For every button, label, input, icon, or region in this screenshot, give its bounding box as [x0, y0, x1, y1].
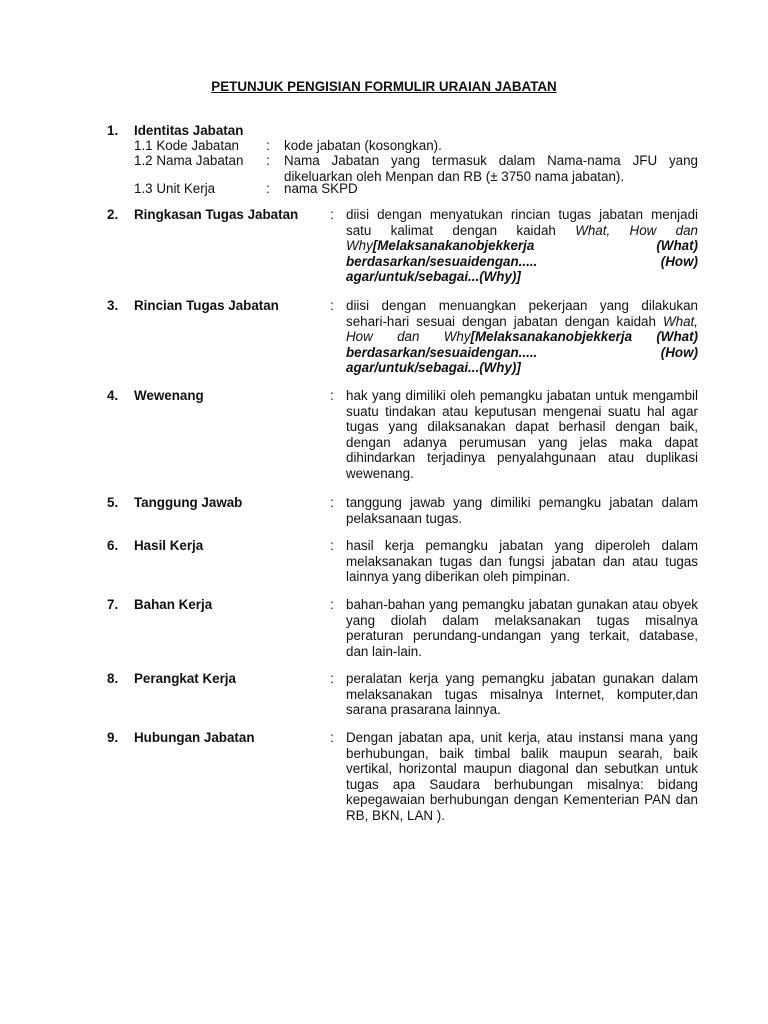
colon: :: [330, 298, 334, 313]
item-number-1: 1.: [107, 123, 119, 138]
sub-label-kode-jabatan: 1.1 Kode Jabatan: [134, 138, 239, 153]
item-label-rincian-tugas: Rincian Tugas Jabatan: [134, 298, 279, 313]
bold-italic-text: [Melaksanakanobjekkerja (What) berdasarkan/sesuaidengan..... (How) agar/untuk/sebagai...(Why)]: [346, 238, 698, 284]
italic-text: What, How dan Why: [346, 313, 698, 344]
item-number-9: 9.: [107, 730, 119, 745]
item-number-2: 2.: [107, 207, 119, 222]
item-number-4: 4.: [107, 388, 119, 403]
bold-italic-text: [Melaksanakanobjekkerja (What) berdasarkan/sesuaidengan..... (How) agar/untuk/sebagai...(Why)]: [346, 329, 698, 375]
item-text-tanggung-jawab: tanggung jawab yang dimiliki pemangku jabatan dalam pelaksanaan tugas.: [346, 495, 698, 526]
colon: :: [330, 207, 334, 222]
colon: :: [330, 730, 334, 745]
colon: :: [330, 495, 334, 510]
sub-text-kode-jabatan: kode jabatan (kosongkan).: [284, 138, 442, 153]
sub-text-unit-kerja: nama SKPD: [284, 181, 358, 196]
colon: :: [266, 153, 270, 168]
colon: :: [266, 181, 270, 196]
item-label-wewenang: Wewenang: [134, 388, 204, 403]
colon: :: [330, 671, 334, 686]
sub-label-nama-jabatan: 1.2 Nama Jabatan: [134, 153, 244, 168]
colon: :: [330, 597, 334, 612]
item-number-7: 7.: [107, 597, 119, 612]
item-label-ringkasan-tugas: Ringkasan Tugas Jabatan: [134, 207, 299, 222]
italic-text: What, How dan Why: [346, 222, 698, 253]
document-title: PETUNJUK PENGISIAN FORMULIR URAIAN JABATAN: [211, 79, 557, 94]
item-text-hasil-kerja: hasil kerja pemangku jabatan yang diperoleh dalam melaksanakan tugas dan fungsi jabatan dan atau tugas lainnya yang diberikan oleh pimpinan.: [346, 538, 698, 584]
sub-label-unit-kerja: 1.3 Unit Kerja: [134, 181, 216, 196]
item-label-tanggung-jawab: Tanggung Jawab: [134, 495, 243, 510]
sub-text-nama-jabatan: Nama Jabatan yang termasuk dalam Nama-nama JFU yang dikeluarkan oleh Menpan dan RB (± 3750 nama jabatan).: [284, 153, 698, 184]
plain-text: diisi dengan menyatukan rincian tugas jabatan menjadi satu kalimat dengan kaidah: [346, 207, 698, 238]
item-label-perangkat-kerja: Perangkat Kerja: [134, 671, 236, 686]
colon: :: [266, 138, 270, 153]
item-text-rincian-tugas: [346, 298, 698, 376]
item-text-wewenang: hak yang dimiliki oleh pemangku jabatan untuk mengambil suatu tindakan atau keputusan mengenai suatu hal agar tugas yang dilaksanakan dapat berhasil dengan baik, dengan adanya perumusan yang jelas maka dapat dihindarkan terjadinya penyalahgunaan atau duplikasi wewenang.: [346, 388, 698, 481]
item-number-6: 6.: [107, 538, 119, 553]
item-text-bahan-kerja: bahan-bahan yang pemangku jabatan gunakan atau obyek yang diolah dalam melaksanakan tugas misalnya peraturan perundang-undangan yang terkait, database, dan lain-lain.: [346, 597, 698, 659]
item-text-ringkasan-tugas: [346, 207, 698, 285]
item-number-5: 5.: [107, 495, 119, 510]
item-number-3: 3.: [107, 298, 119, 313]
item-text-perangkat-kerja: peralatan kerja yang pemangku jabatan gunakan dalam melaksanakan tugas misalnya Internet, komputer,dan sarana prasarana lainnya.: [346, 671, 698, 717]
item-label-hasil-kerja: Hasil Kerja: [134, 538, 204, 553]
item-label-identitas: Identitas Jabatan: [134, 123, 244, 138]
plain-text: diisi dengan menuangkan pekerjaan yang dilakukan sehari-hari sesuai dengan jabatan dengan kaidah: [346, 298, 698, 329]
item-number-8: 8.: [107, 671, 119, 686]
item-label-bahan-kerja: Bahan Kerja: [134, 597, 213, 612]
item-text-hubungan-jabatan: Dengan jabatan apa, unit kerja, atau instansi mana yang berhubungan, baik timbal balik maupun searah, baik vertikal, horizontal maupun diagonal dan sebutkan untuk tugas apa Saudara berhubungan misalnya: bidang kepegawaian berhubungan dengan Kementerian PAN dan RB, BKN, LAN ).: [346, 730, 698, 823]
item-label-hubungan-jabatan: Hubungan Jabatan: [134, 730, 255, 745]
colon: :: [330, 388, 334, 403]
colon: :: [330, 538, 334, 553]
